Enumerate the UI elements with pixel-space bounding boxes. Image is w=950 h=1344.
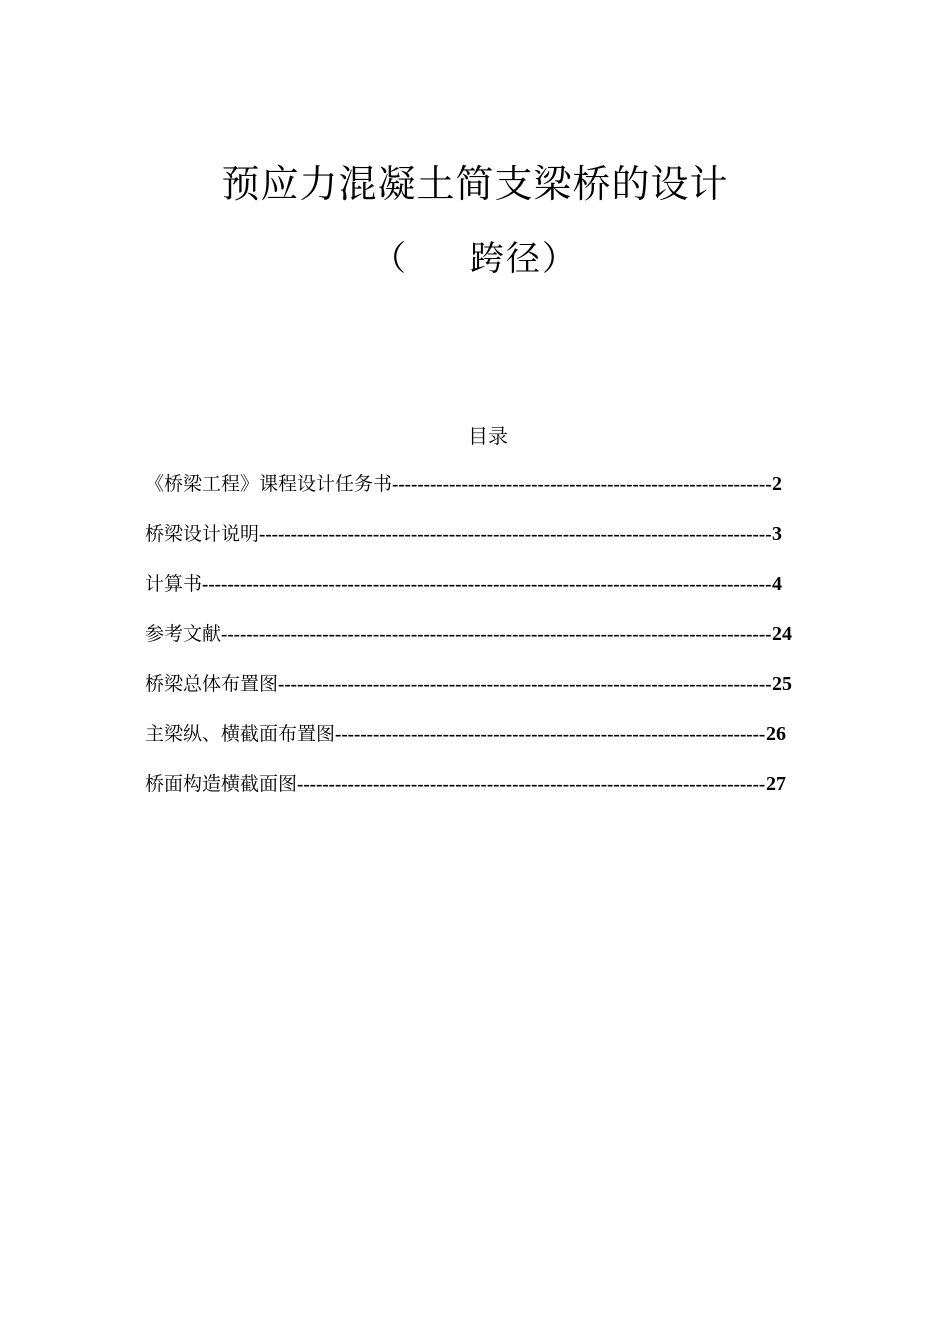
toc-entry-label: 桥梁设计说明 — [145, 523, 260, 545]
toc-entry — [145, 670, 792, 720]
toc-entry — [145, 770, 786, 820]
toc-entry-label: 桥面构造横截面图 — [145, 773, 298, 795]
toc-entry — [145, 620, 792, 670]
toc-entry-page: 2 — [772, 473, 782, 495]
toc-entry-page: 4 — [772, 573, 782, 595]
toc-heading: 目录 — [468, 424, 508, 448]
toc-entry — [145, 720, 786, 770]
toc-dot-leader — [335, 721, 766, 749]
toc-dot-leader — [297, 771, 766, 799]
document-subtitle-open-paren: （ — [372, 239, 406, 279]
toc-entry — [145, 520, 782, 570]
toc-entry-page: 27 — [766, 773, 786, 795]
toc-entry-page: 25 — [772, 673, 792, 695]
toc-dot-leader — [392, 471, 772, 499]
table-of-contents — [145, 470, 795, 820]
toc-entry-label: 主梁纵、横截面布置图 — [145, 723, 336, 745]
toc-entry-label: 桥梁总体布置图 — [145, 673, 279, 695]
toc-dot-leader — [278, 671, 772, 699]
toc-entry-label: 计算书 — [145, 573, 203, 595]
toc-entry — [145, 470, 782, 520]
toc-entry-label: 参考文献 — [145, 623, 222, 645]
toc-entry-page: 3 — [772, 523, 782, 545]
toc-entry — [145, 570, 782, 620]
toc-entry-page: 26 — [766, 723, 786, 745]
document-subtitle: 跨径） — [470, 239, 578, 279]
document-title: 预应力混凝土简支梁桥的设计 — [221, 162, 729, 206]
toc-dot-leader — [221, 621, 772, 649]
toc-dot-leader — [259, 521, 772, 549]
toc-entry-page: 24 — [772, 623, 792, 645]
toc-entry-label: 《桥梁工程》课程设计任务书 — [145, 473, 393, 495]
toc-dot-leader — [202, 571, 772, 599]
